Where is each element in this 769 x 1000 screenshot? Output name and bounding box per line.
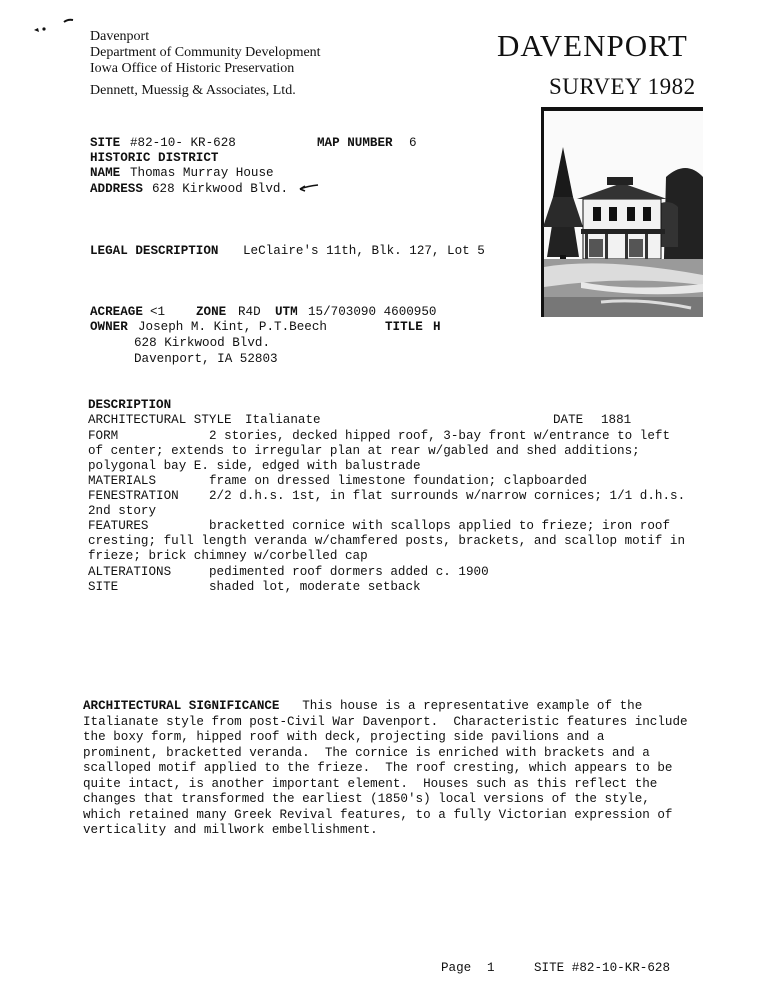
features-line3: frieze; brick chimney w/corbelled cap bbox=[88, 549, 368, 563]
utm-label: UTM bbox=[275, 305, 298, 319]
significance-line5: scalloped motif applied to the frieze. The roof cresting, which appears to be bbox=[83, 761, 673, 775]
utm-value: 15/703090 4600950 bbox=[308, 305, 437, 319]
document-subtitle: SURVEY 1982 bbox=[549, 74, 696, 99]
form-line2: of center; extends to irregular plan at rear w/gabled and shed additions; bbox=[88, 444, 640, 458]
form-line1: 2 stories, decked hipped roof, 3-bay front w/entrance to left bbox=[209, 429, 671, 443]
alterations-label: ALTERATIONS bbox=[88, 565, 172, 579]
significance-line7: changes that transformed the earliest (1850's) local versions of the style, bbox=[83, 792, 650, 806]
significance-line4: prominent, bracketted veranda. The cornice is enriched with brackets and a bbox=[83, 745, 650, 760]
form-line3: polygonal bay E. side, edged with balustrade bbox=[88, 459, 421, 473]
page-label: Page bbox=[441, 961, 472, 975]
features-line1: bracketted cornice with scallops applied to frieze; iron roof bbox=[209, 519, 671, 533]
owner-value: Joseph M. Kint, P.T.Beech bbox=[138, 320, 327, 334]
acreage-label: ACREAGE bbox=[90, 305, 143, 319]
materials-label: MATERIALS bbox=[88, 474, 157, 488]
title-value: H bbox=[433, 320, 441, 334]
page-number: 1 bbox=[487, 961, 495, 975]
org-line-office: Iowa Office of Historic Preservation bbox=[90, 61, 295, 76]
legal-description-value: LeClaire's 11th, Blk. 127, Lot 5 bbox=[243, 244, 485, 258]
features-label: FEATURES bbox=[88, 519, 149, 533]
house-photo-icon bbox=[541, 107, 703, 317]
significance-line8: which retained many Greek Revival features, to a fully Victorian expression of bbox=[83, 807, 673, 822]
site-number: #82-10- KR-628 bbox=[130, 136, 236, 150]
significance-line6: quite intact, is another important element. Houses such as this reflect the bbox=[83, 776, 658, 791]
materials-value: frame on dressed limestone foundation; clapboarded bbox=[209, 474, 587, 488]
significance-line3: the boxy form, hipped roof with deck, projecting side pavilions and a bbox=[83, 730, 605, 744]
consultant-line: Dennett, Muessig & Associates, Ltd. bbox=[90, 83, 296, 98]
org-line-city: Davenport bbox=[90, 29, 150, 44]
owner-address-line1: 628 Kirkwood Blvd. bbox=[134, 336, 271, 350]
architectural-significance-paragraph bbox=[83, 699, 713, 839]
owner-label: OWNER bbox=[90, 320, 128, 334]
historic-district-label: HISTORIC DISTRICT bbox=[90, 151, 219, 165]
significance-line9: verticality and millwork embellishment. bbox=[83, 823, 378, 837]
form-label: FORM bbox=[88, 429, 119, 443]
site-description-label: SITE bbox=[88, 580, 119, 594]
scan-mark-icon bbox=[30, 14, 80, 38]
document-title: DAVENPORT bbox=[497, 28, 688, 63]
legal-description-label: LEGAL DESCRIPTION bbox=[90, 244, 219, 258]
architectural-style-label: ARCHITECTURAL STYLE bbox=[88, 413, 232, 427]
name-label: NAME bbox=[90, 166, 121, 180]
alterations-value: pedimented roof dormers added c. 1900 bbox=[209, 565, 489, 579]
site-label: SITE bbox=[90, 136, 121, 150]
map-number-label: MAP NUMBER bbox=[317, 136, 393, 150]
date-value: 1881 bbox=[601, 413, 632, 427]
map-number-value: 6 bbox=[409, 136, 417, 150]
date-label: DATE bbox=[553, 413, 584, 427]
features-line2: cresting; full length veranda w/chamfered posts, brackets, and scallop motif in bbox=[88, 534, 686, 548]
fenestration-label: FENESTRATION bbox=[88, 489, 179, 503]
significance-line2: Italianate style from post-Civil War Davenport. Characteristic features include bbox=[83, 714, 688, 729]
title-label: TITLE bbox=[385, 320, 423, 334]
address-label: ADDRESS bbox=[90, 182, 143, 196]
site-description-value: shaded lot, moderate setback bbox=[209, 580, 421, 594]
address-value: 628 Kirkwood Blvd. bbox=[152, 182, 289, 196]
footer-site-reference: SITE #82-10-KR-628 bbox=[534, 961, 671, 975]
significance-line1: This house is a representative example of the bbox=[302, 699, 643, 713]
handwritten-arrow-icon bbox=[298, 182, 320, 194]
description-heading: DESCRIPTION bbox=[88, 398, 172, 412]
name-value: Thomas Murray House bbox=[130, 166, 274, 180]
acreage-value: <1 bbox=[150, 305, 166, 319]
architectural-significance-heading: ARCHITECTURAL SIGNIFICANCE bbox=[83, 699, 280, 713]
architectural-style-value: Italianate bbox=[245, 413, 321, 427]
fenestration-line2: 2nd story bbox=[88, 504, 157, 518]
fenestration-line1: 2/2 d.h.s. 1st, in flat surrounds w/narrow cornices; 1/1 d.h.s. bbox=[209, 489, 686, 503]
owner-address-line2: Davenport, IA 52803 bbox=[134, 352, 278, 366]
org-line-department: Department of Community Development bbox=[90, 45, 321, 60]
zone-value: R4D bbox=[238, 305, 261, 319]
zone-label: ZONE bbox=[196, 305, 227, 319]
